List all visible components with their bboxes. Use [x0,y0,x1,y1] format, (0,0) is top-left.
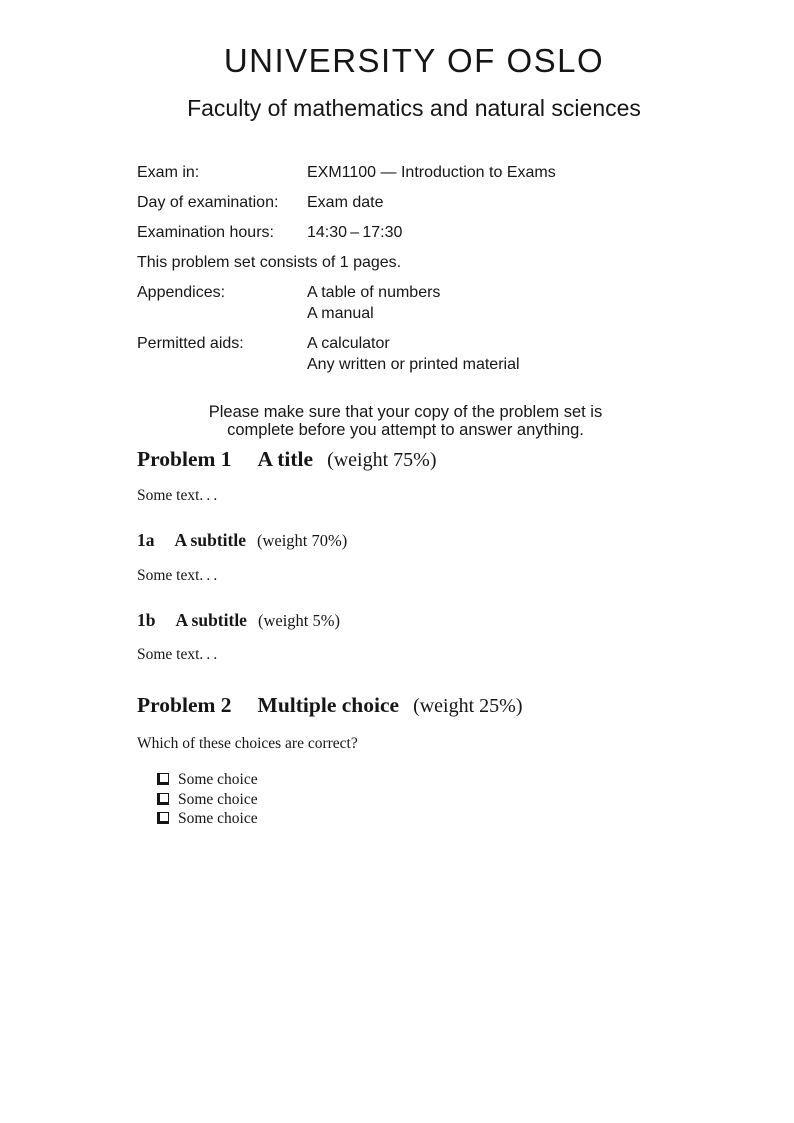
subsection-1a-heading [137,531,674,550]
choice-label-1: Some choice [178,771,258,789]
subsection-1a-weight: (weight 70%) [256,531,348,551]
exam-in-label: Exam in: [137,163,200,181]
problem-1-body: Some text. . . [137,487,218,505]
problem-1-title: A title [257,446,314,471]
checkbox-icon [157,793,169,805]
choice-label-3: Some choice [178,810,258,828]
examination-day-row [137,192,674,213]
problem-2-title: Multiple choice [257,692,400,717]
exam-in-row [137,162,674,183]
subsection-1b-number: 1b [137,609,156,630]
problem-2-weight: (weight 25%) [413,694,523,717]
university-title: UNIVERSITY OF OSLO [223,42,605,79]
permitted-aids-value-2: Any written or printed material [307,355,520,373]
choice-list [157,770,674,829]
problem-1-heading [137,448,674,472]
subsection-1a-number: 1a [137,530,155,551]
subsection-1b-heading [137,611,674,630]
examination-hours-row [137,222,674,243]
permitted-aids-values [307,333,674,375]
checkbox-icon [157,812,169,824]
subsection-1a-title: A subtitle [174,530,246,551]
problem-2-number: Problem 2 [137,692,232,717]
subsection-1b-title: A subtitle [175,609,247,630]
choice-item-1 [157,770,674,790]
subsection-1b-weight: (weight 5%) [257,610,340,630]
exam-in-value: EXM1100 — Introduction to Exams [307,163,556,181]
problem-2-heading [137,694,674,718]
faculty-subtitle: Faculty of mathematics and natural sciences [187,94,641,121]
subsection-1a-body: Some text. . . [137,566,218,584]
examination-day-value: Exam date [307,193,384,211]
examination-hours-label: Examination hours: [137,223,274,241]
exam-info-block [137,162,674,375]
appendices-row [137,282,674,324]
choice-item-3 [157,809,674,829]
appendices-value-2: A manual [307,304,374,322]
problem-1-number: Problem 1 [137,446,232,471]
permitted-aids-value-1: A calculator [307,334,390,352]
appendices-values [307,282,674,324]
appendices-label: Appendices: [137,283,226,301]
subsection-1b-body: Some text. . . [137,645,218,663]
problem-1-weight: (weight 75%) [327,448,437,471]
checkbox-icon [157,773,169,785]
examination-day-label: Day of examination: [137,193,279,211]
choice-item-2 [157,790,674,810]
permitted-aids-label: Permitted aids: [137,334,244,352]
completeness-notice: Please make sure that your copy of the problem set is complete before you attempt to answer anything. [208,402,603,440]
examination-hours-value: 14:30 – 17:30 [307,223,403,241]
permitted-aids-row [137,333,674,375]
appendices-value-1: A table of numbers [307,283,441,301]
page-count-note: This problem set consists of 1 pages. [137,253,402,271]
choice-label-2: Some choice [178,790,258,808]
problem-2-question: Which of these choices are correct? [137,735,358,753]
